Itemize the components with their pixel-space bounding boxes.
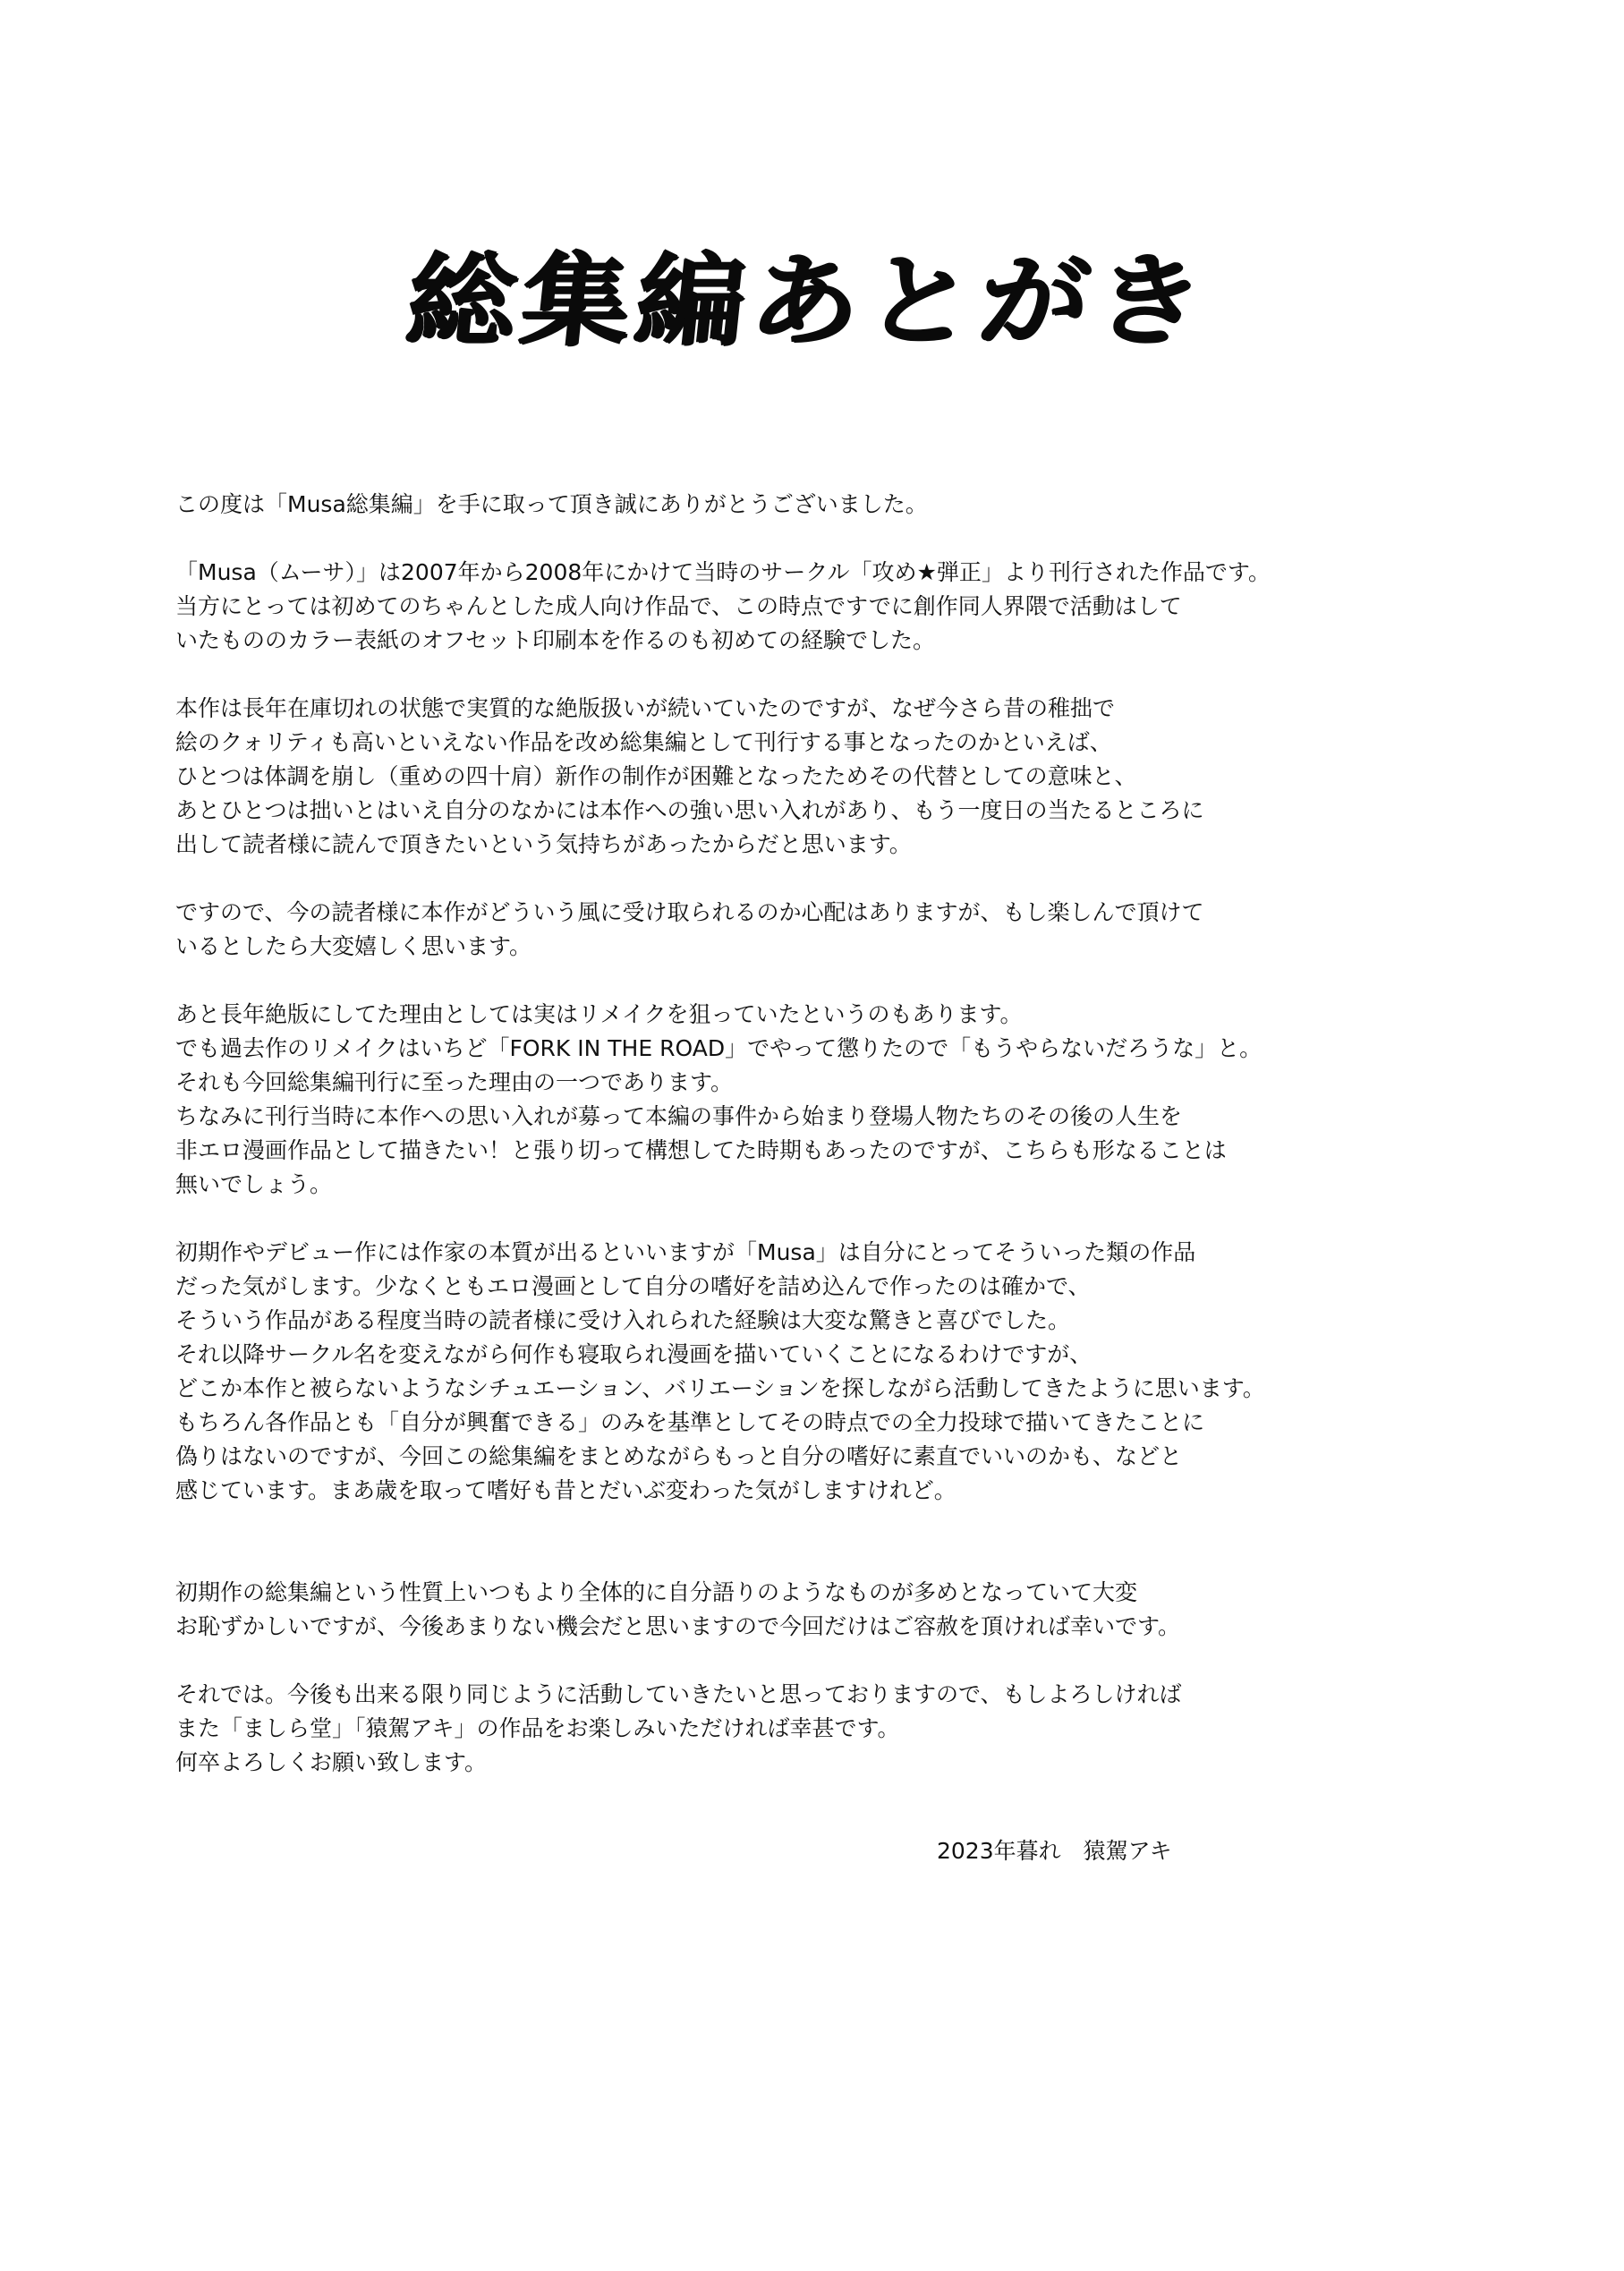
text-line: 本作は長年在庫切れの状態で実質的な絶版扱いが続いていたのですが、なぜ今さら昔の稚拙で bbox=[175, 695, 1116, 721]
text-line: いたもののカラー表紙のオフセット印刷本を作るのも初めての経験でした。 bbox=[175, 627, 936, 653]
paragraph bbox=[175, 998, 1473, 1202]
text-line: それも今回総集編刊行に至った理由の一つであります。 bbox=[175, 1069, 734, 1095]
text-line: 初期作やデビュー作には作家の本質が出るといいますが「Musa」は自分にとってそういった類の作品 bbox=[175, 1239, 1196, 1265]
text-line: 「Musa（ムーサ）」は2007年から2008年にかけて当時のサークル「攻め★弾正」より刊行された作品です。 bbox=[175, 559, 1271, 585]
text-line: でも過去作のリメイクはいちど「FORK IN THE ROAD」でやって懲りたので「もうやらないだろうな」と。 bbox=[175, 1035, 1263, 1061]
text-line: 初期作の総集編という性質上いつもより全体的に自分語りのようなものが多めとなっていて大変 bbox=[175, 1579, 1138, 1605]
paragraph bbox=[175, 692, 1473, 862]
text-line: あとひとつは拙いとはいえ自分のなかには本作への強い思い入れがあり、もう一度日の当たるところに bbox=[175, 797, 1204, 823]
paragraph-gap bbox=[175, 1644, 1473, 1678]
text-line: それ以降サークル名を変えながら何作も寝取られ漫画を描いていくことになるわけですが、 bbox=[175, 1341, 1093, 1367]
paragraph bbox=[175, 1236, 1473, 1508]
paragraph-gap bbox=[175, 658, 1473, 692]
text-line: 当方にとっては初めてのちゃんとした成人向け作品で、この時点ですでに創作同人界隈で活動はして bbox=[175, 593, 1182, 619]
text-line: どこか本作と被らないようなシチュエーション、バリエーションを探しながら活動してきたように思います。 bbox=[175, 1375, 1265, 1401]
text-line: 非エロ漫画作品として描きたい！と張り切って構想してた時期もあったのですが、こちらも形なることは bbox=[175, 1137, 1227, 1163]
text-line: だった気がします。少なくともエロ漫画として自分の嗜好を詰め込んで作ったのは確かで、 bbox=[175, 1273, 1091, 1299]
paragraph-gap bbox=[175, 1202, 1473, 1236]
text-line: 絵のクォリティも高いといえない作品を改め総集編として刊行する事となったのかといえば、 bbox=[175, 729, 1112, 755]
paragraph-gap bbox=[175, 964, 1473, 998]
text-line: この度は「Musa総集編」を手に取って頂き誠にありがとうございました。 bbox=[175, 491, 928, 517]
paragraph-gap bbox=[175, 522, 1473, 556]
paragraph bbox=[175, 556, 1473, 658]
text-line: それでは。今後も出来る限り同じように活動していきたいと思っておりますので、もしよろしければ bbox=[175, 1681, 1182, 1707]
text-line: もちろん各作品とも「自分が興奮できる」のみを基準としてその時点での全力投球で描いてきたことに bbox=[175, 1409, 1205, 1435]
paragraph-gap bbox=[175, 862, 1473, 896]
paragraph bbox=[175, 896, 1473, 964]
paragraph bbox=[175, 1678, 1473, 1780]
text-line: ですので、今の読者様に本作がどういう風に受け取られるのか心配はありますが、もし楽しんで頂けて bbox=[175, 899, 1204, 925]
paragraph bbox=[175, 488, 1473, 522]
text-line: ひとつは体調を崩し（重めの四十肩）新作の制作が困難となったためその代替としての意味と、 bbox=[175, 763, 1137, 789]
text-line: また「ましら堂」「猿駕アキ」の作品をお楽しみいただければ幸甚です。 bbox=[175, 1715, 900, 1741]
text-line: 感じています。まあ歳を取って嗜好も昔とだいぶ変わった気がしますけれど。 bbox=[175, 1477, 957, 1503]
text-line: お恥ずかしいですが、今後あまりない機会だと思いますので今回だけはご容赦を頂ければ幸いです。 bbox=[175, 1613, 1181, 1639]
paragraph-gap bbox=[175, 1508, 1473, 1576]
text-line: ちなみに刊行当時に本作への思い入れが募って本編の事件から始まり登場人物たちのその後の人生を bbox=[175, 1103, 1183, 1129]
text-line: 出して読者様に読んで頂きたいという気持ちがあったからだと思います。 bbox=[175, 831, 912, 857]
signature: 2023年暮れ 猿駕アキ bbox=[937, 1838, 1172, 1864]
text-line: 偽りはないのですが、今回この総集編をまとめながらもっと自分の嗜好に素直でいいのかも、などと bbox=[175, 1443, 1183, 1469]
text-line: あと長年絶版にしてた理由としては実はリメイクを狙っていたというのもあります。 bbox=[175, 1001, 1023, 1027]
afterword-body bbox=[175, 488, 1473, 1780]
text-line: そういう作品がある程度当時の読者様に受け入れられた経験は大変な驚きと喜びでした。 bbox=[175, 1307, 1071, 1333]
paragraph bbox=[175, 1576, 1473, 1644]
title-calligraphy bbox=[401, 224, 1215, 376]
text-line: 無いでしょう。 bbox=[175, 1171, 333, 1197]
text-line: いるとしたら大変嬉しく思います。 bbox=[175, 933, 532, 959]
page-title: 総集編あとがき bbox=[401, 240, 1215, 360]
text-line: 何卒よろしくお願い致します。 bbox=[175, 1749, 488, 1775]
